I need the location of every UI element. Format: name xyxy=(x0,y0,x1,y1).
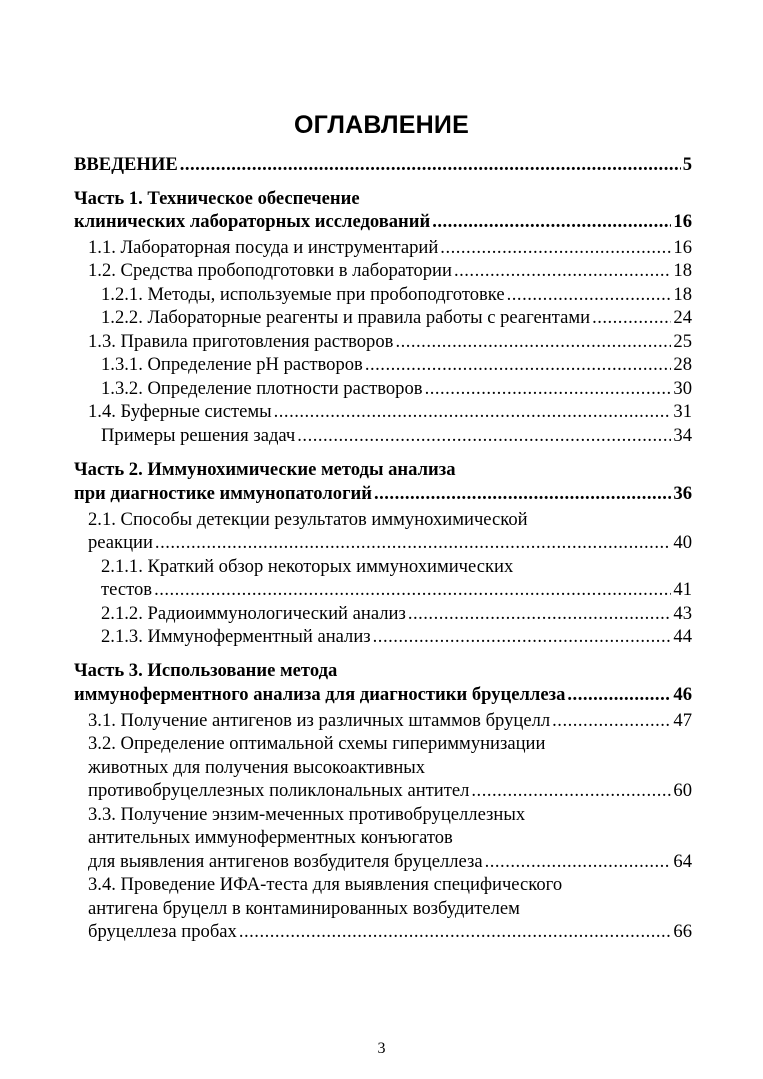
toc-page-number: 18 xyxy=(673,284,692,305)
toc-page-number: 46 xyxy=(673,684,692,705)
toc-entry-text: иммуноферментного анализа для диагностики бруцеллеза xyxy=(74,684,566,705)
toc-page-number: 30 xyxy=(673,378,692,399)
toc-entry-text: 1.3.2. Определение плотности растворов xyxy=(101,378,423,399)
toc-entry-examples xyxy=(101,424,692,447)
toc-entry-1-1 xyxy=(88,236,692,259)
toc-entry-1-4 xyxy=(88,400,692,423)
dot-leader xyxy=(440,236,671,259)
toc-entry-text: Примеры решения задач xyxy=(101,425,296,446)
toc-entry-text: противобруцеллезных поликлональных антител xyxy=(88,780,470,801)
toc-page-number: 60 xyxy=(673,780,692,801)
toc-entry-text: клинических лабораторных исследований xyxy=(74,211,431,232)
toc-entry-3-3-cont xyxy=(88,826,692,849)
toc-entry-3-1 xyxy=(88,709,692,732)
dot-leader xyxy=(507,283,672,306)
dot-leader xyxy=(274,400,672,423)
dot-leader xyxy=(154,578,671,601)
toc-entry-text: 1.2.2. Лабораторные реагенты и правила работы с реагентами xyxy=(101,307,591,328)
toc-entry-text: антигена бруцелл в контаминированных возбудителем xyxy=(88,898,520,919)
toc-entry-text: животных для получения высокоактивных xyxy=(88,757,426,778)
dot-leader xyxy=(239,920,672,943)
toc-page-number: 47 xyxy=(673,710,692,731)
dot-leader xyxy=(454,259,671,282)
toc-entry-text: ВВЕДЕНИЕ xyxy=(74,154,178,175)
toc-part-2-heading xyxy=(74,458,692,481)
toc-page-number: 41 xyxy=(673,579,692,600)
toc-entry-text: 1.3.1. Определение рН растворов xyxy=(101,354,363,375)
toc-entry-text: Часть 3. Использование метода xyxy=(74,660,338,681)
toc-part-1-heading xyxy=(74,187,692,210)
toc-entry-text: 3.4. Проведение ИФА-теста для выявления специфического xyxy=(88,874,563,895)
toc-entry-text: 1.3. Правила приготовления растворов xyxy=(88,331,394,352)
toc-entry-2-1-2 xyxy=(101,602,692,625)
dot-leader xyxy=(374,482,671,505)
toc-part-1-heading-cont xyxy=(74,210,692,233)
dot-leader xyxy=(552,709,671,732)
toc-entry-text: при диагностике иммунопатологий xyxy=(74,483,372,504)
toc-page-number: 16 xyxy=(673,237,692,258)
toc-part-3-heading xyxy=(74,659,692,682)
toc-entry-text: Часть 1. Техническое обеспечение xyxy=(74,188,360,209)
toc-page-number: 40 xyxy=(673,532,692,553)
toc-entry-2-1-1 xyxy=(101,555,692,578)
toc-entry-text: бруцеллеза пробах xyxy=(88,921,237,942)
toc-entry-text: 3.2. Определение оптимальной схемы гипериммунизации xyxy=(88,733,546,754)
toc-page-number: 34 xyxy=(673,425,692,446)
toc-entry-text: антительных иммуноферментных конъюгатов xyxy=(88,827,453,848)
toc-page-number: 28 xyxy=(673,354,692,375)
toc-entry-text: для выявления антигенов возбудителя бруцеллеза xyxy=(88,851,483,872)
toc-page-number: 16 xyxy=(673,211,692,232)
toc-entry-3-4-cont xyxy=(88,897,692,920)
toc-entry-3-4-cont-2 xyxy=(88,920,692,943)
page-title: ОГЛАВЛЕНИЕ xyxy=(294,111,469,139)
toc-page-number: 36 xyxy=(673,483,692,504)
toc-page-number: 24 xyxy=(673,307,692,328)
toc-part-2-heading-cont xyxy=(74,482,692,505)
toc-entry-1-3-2 xyxy=(101,377,692,400)
toc-page-number: 31 xyxy=(673,401,692,422)
toc-entry-2-1-cont xyxy=(88,531,692,554)
toc-page-number: 66 xyxy=(673,921,692,942)
dot-leader xyxy=(408,602,672,625)
toc-entry-text: 1.2.1. Методы, используемые при пробоподготовке xyxy=(101,284,505,305)
toc-entry-text: 1.2. Средства пробоподготовки в лаборатории xyxy=(88,260,452,281)
toc-page-number: 44 xyxy=(673,626,692,647)
toc-entry-3-4 xyxy=(88,873,692,896)
toc-page-number: 43 xyxy=(673,603,692,624)
toc-entry-3-3 xyxy=(88,803,692,826)
dot-leader xyxy=(297,424,671,447)
toc-entry-1-2-2 xyxy=(101,306,692,329)
toc-entry-text: Часть 2. Иммунохимические методы анализа xyxy=(74,459,456,480)
dot-leader xyxy=(471,779,671,802)
toc-entry-2-1-1-cont xyxy=(101,578,692,601)
dot-leader xyxy=(373,625,672,648)
toc-entry-text: 3.1. Получение антигенов из различных штаммов бруцелл xyxy=(88,710,551,731)
toc-entry-text: 1.4. Буферные системы xyxy=(88,401,272,422)
toc-entry-text: 2.1.2. Радиоиммунологический анализ xyxy=(101,603,406,624)
toc-entry-2-1 xyxy=(88,508,692,531)
toc-entry-text: реакции xyxy=(88,532,153,553)
toc-entry-2-1-3 xyxy=(101,625,692,648)
toc-entry-text: 2.1. Способы детекции результатов иммунохимической xyxy=(88,509,528,530)
toc-entry-3-3-cont-2 xyxy=(88,850,692,873)
toc-entry-text: 2.1.3. Иммуноферментный анализ xyxy=(101,626,371,647)
toc-page-number: 18 xyxy=(673,260,692,281)
toc-entry-text: 1.1. Лабораторная посуда и инструментарий xyxy=(88,237,439,258)
toc-page-number: 5 xyxy=(682,154,692,175)
toc-entry-1-2-1 xyxy=(101,283,692,306)
toc-entry-text: 3.3. Получение энзим-меченных противобруцеллезных xyxy=(88,804,526,825)
dot-leader xyxy=(432,210,671,233)
dot-leader xyxy=(180,153,681,176)
toc-entry-1-3-1 xyxy=(101,353,692,376)
dot-leader xyxy=(395,330,671,353)
toc-entry-text: тестов xyxy=(101,579,153,600)
dot-leader xyxy=(592,306,671,329)
toc-entry-text: 2.1.1. Краткий обзор некоторых иммунохимических xyxy=(101,556,514,577)
dot-leader xyxy=(425,377,672,400)
toc-page-number: 64 xyxy=(673,851,692,872)
toc-entry-3-2-cont xyxy=(88,756,692,779)
dot-leader xyxy=(567,683,671,706)
dot-leader xyxy=(485,850,672,873)
toc-entry-1-3 xyxy=(88,330,692,353)
toc-entry-1-2 xyxy=(88,259,692,282)
toc-entry-3-2 xyxy=(88,732,692,755)
toc-page-number: 25 xyxy=(673,331,692,352)
dot-leader xyxy=(155,531,671,554)
dot-leader xyxy=(365,353,672,376)
page-number: 3 xyxy=(377,1040,386,1057)
toc-entry-3-2-cont-2 xyxy=(88,779,692,802)
toc-entry-intro xyxy=(74,153,692,176)
toc-part-3-heading-cont xyxy=(74,683,692,706)
